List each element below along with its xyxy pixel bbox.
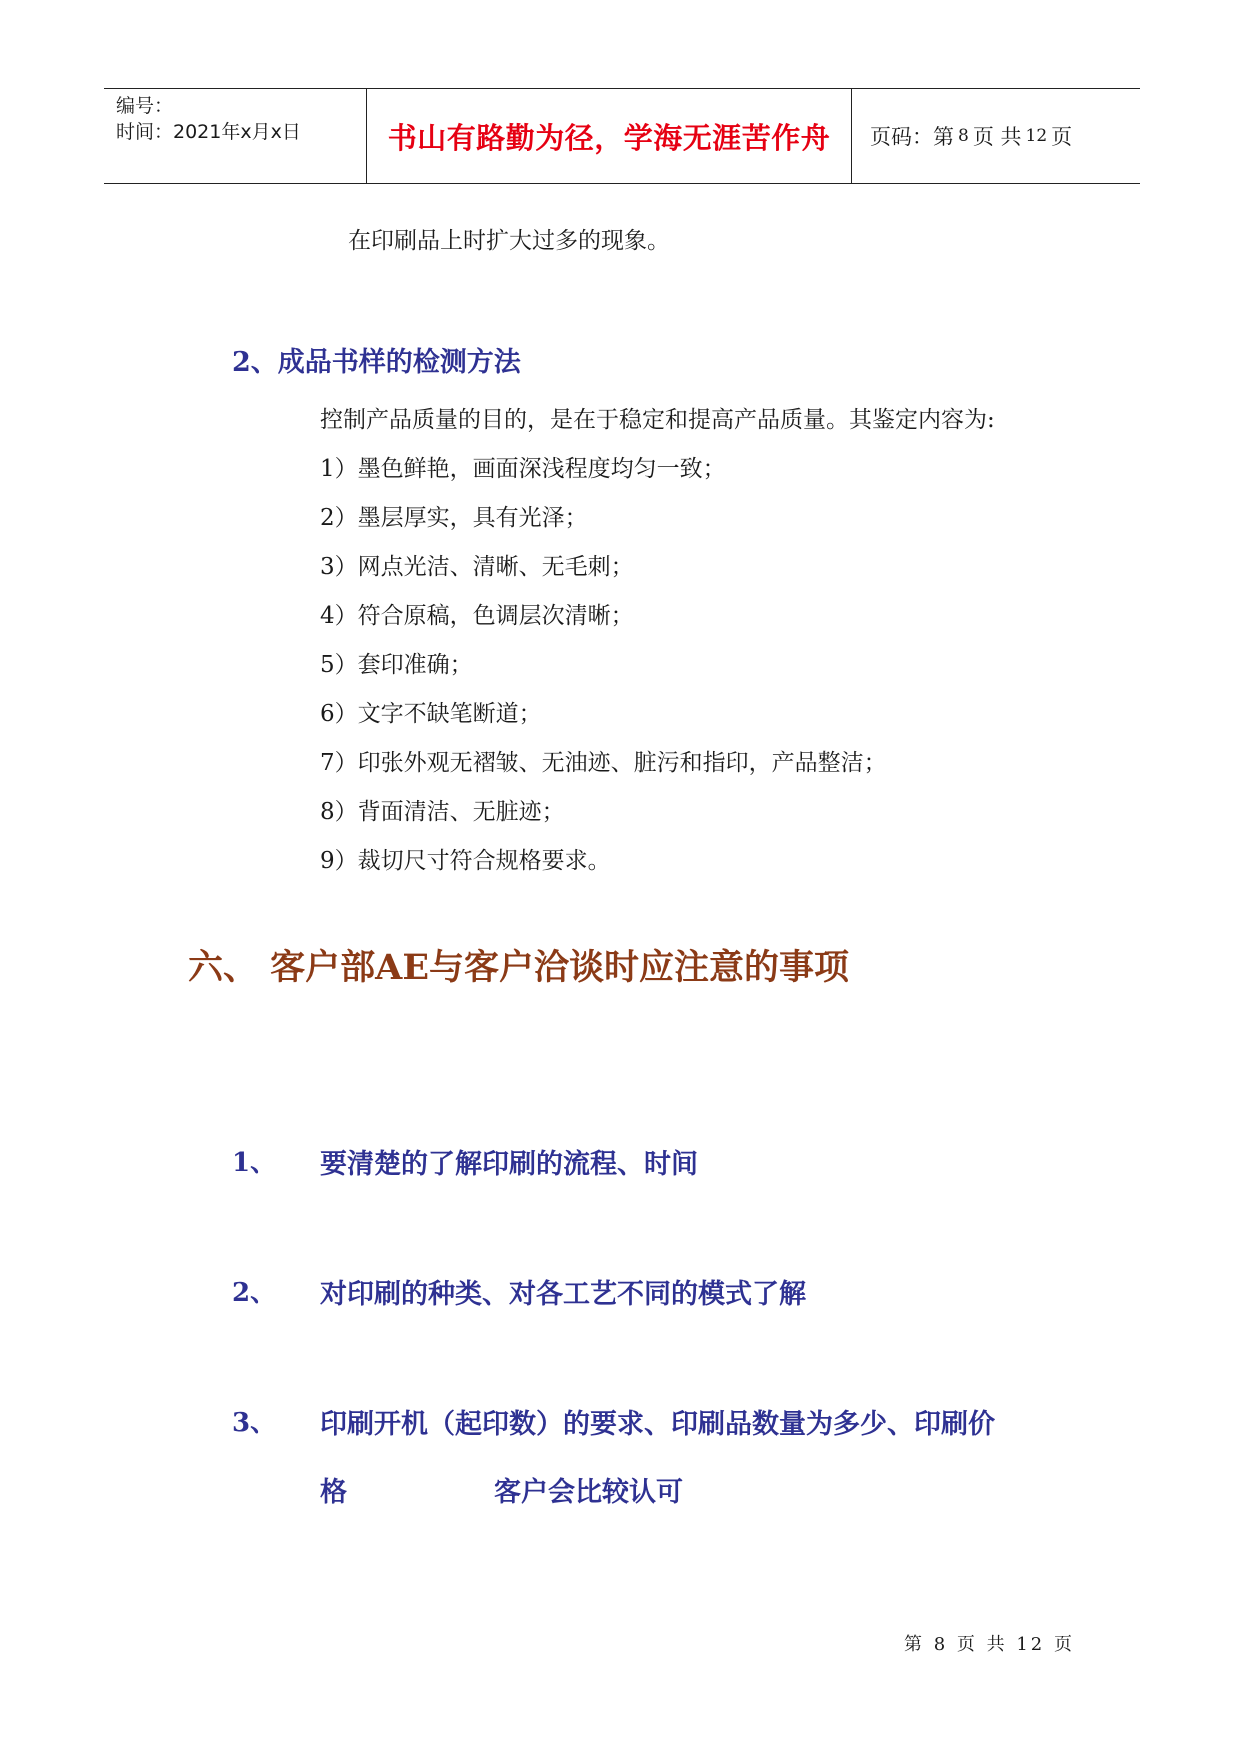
list-item: 6）文字不缺笔断道； — [320, 701, 542, 727]
point-number: 1、 — [232, 1148, 277, 1178]
list-item: 5）套印准确； — [320, 652, 473, 678]
header-page-number — [852, 89, 1140, 183]
page-current: 8 — [958, 126, 969, 146]
point-text: 印刷开机（起印数）的要求、印刷品数量为多少、印刷价 — [320, 1409, 995, 1440]
list-item: 1）墨色鲜艳，画面深浅程度均匀一致； — [320, 456, 726, 482]
page-mid: 页 共 — [972, 125, 1022, 149]
page-header — [104, 88, 1140, 184]
list-item: 7）印张外观无褶皱、无油迹、脏污和指印，产品整洁； — [320, 750, 887, 776]
section-2-title: 2、成品书样的检测方法 — [232, 347, 521, 378]
header-motto: 书山有路勤为径，学海无涯苦作舟 — [366, 89, 852, 183]
continued-line: 在印刷品上时扩大过多的现象。 — [348, 228, 670, 254]
serial-label: 编号： — [116, 95, 174, 117]
list-item: 2）墨层厚实，具有光泽； — [320, 505, 588, 531]
page-footer: 第 8 页 共 12 页 — [904, 1634, 1075, 1655]
list-item: 8）背面清洁、无脏迹； — [320, 799, 565, 825]
point-text-continued: 客户会比较认可 — [494, 1477, 683, 1508]
point-text: 要清楚的了解印刷的流程、时间 — [320, 1149, 698, 1180]
time-label: 时间：2021年x月x日 — [116, 121, 301, 143]
page-prefix: 页码：第 — [870, 125, 954, 149]
list-item: 3）网点光洁、清晰、无毛刺； — [320, 554, 634, 580]
point-text: 对印刷的种类、对各工艺不同的模式了解 — [320, 1279, 806, 1310]
point-text-continued: 格 — [320, 1477, 347, 1508]
point-number: 3、 — [232, 1408, 277, 1438]
intro-paragraph: 控制产品质量的目的，是在于稳定和提高产品质量。其鉴定内容为: — [320, 407, 995, 433]
header-meta — [104, 89, 366, 183]
chapter-title: 六、 客户部AE与客户洽谈时应注意的事项 — [188, 947, 850, 988]
point-number: 2、 — [232, 1278, 277, 1308]
page-suffix: 页 — [1051, 125, 1073, 149]
list-item: 4）符合原稿，色调层次清晰； — [320, 603, 634, 629]
list-item: 9）裁切尺寸符合规格要求。 — [320, 848, 611, 874]
page-total: 12 — [1025, 126, 1048, 146]
